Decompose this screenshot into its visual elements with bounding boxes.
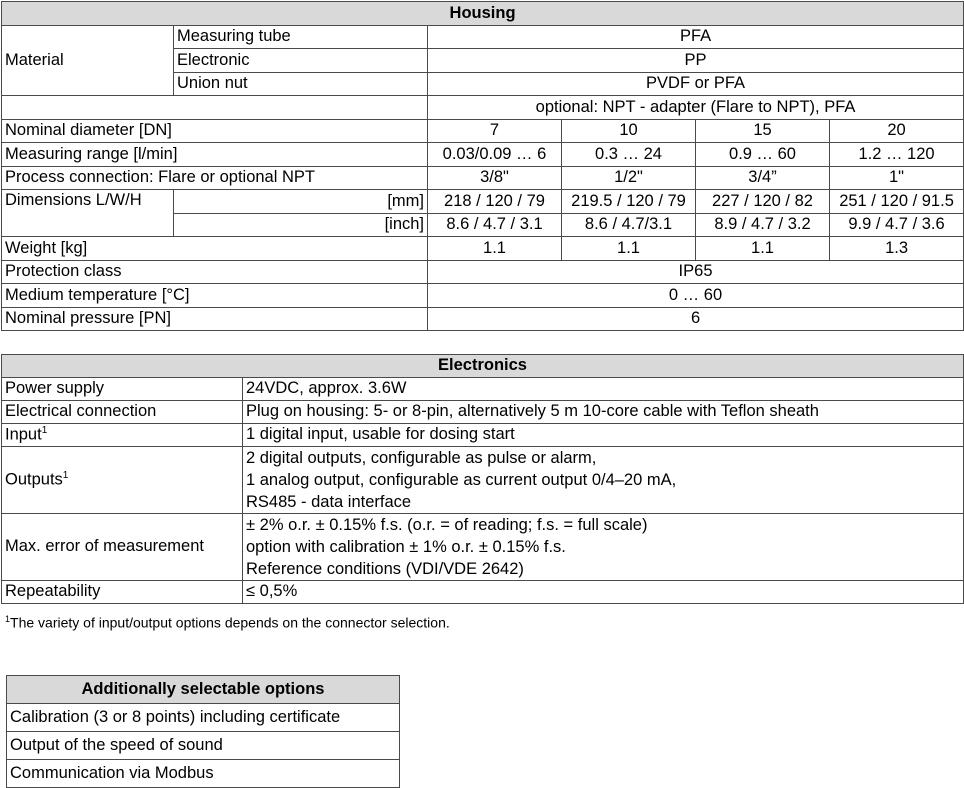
empty-cell: [2, 96, 428, 120]
dimensions-inch-value: 9.9 / 4.7 / 3.6: [830, 213, 964, 237]
dimensions-inch-value: 8.6 / 4.7 / 3.1: [428, 213, 562, 237]
process-connection-value: 1": [830, 166, 964, 190]
outputs-value: [243, 447, 964, 514]
outputs-line: 1 analog output, configurable as current output 0/4–20 mA,: [246, 471, 677, 489]
repeatability-value: ≤ 0,5%: [243, 581, 964, 604]
options-table: [6, 675, 400, 788]
protection-class-value: IP65: [428, 260, 964, 284]
nominal-diameter-label: Nominal diameter [DN]: [2, 119, 428, 143]
outputs-label-text: Outputs: [5, 470, 63, 489]
option-item: Calibration (3 or 8 points) including certificate: [7, 704, 400, 732]
dimensions-mm-value: 218 / 120 / 79: [428, 190, 562, 214]
electronic-label: Electronic: [174, 49, 428, 73]
electronic-value: PP: [428, 49, 964, 73]
measuring-range-label: Measuring range [l/min]: [2, 143, 428, 167]
nominal-pressure-value: 6: [428, 307, 964, 331]
footnote-text: The variety of input/output options depends on the connector selection.: [10, 614, 450, 631]
weight-value: 1.3: [830, 237, 964, 261]
union-nut-label: Union nut: [174, 72, 428, 96]
medium-temperature-label: Medium temperature [°C]: [2, 284, 428, 308]
input-label-text: Input: [5, 425, 42, 444]
nominal-diameter-value: 10: [562, 119, 696, 143]
max-error-label: Max. error of measurement: [2, 514, 243, 581]
protection-class-label: Protection class: [2, 260, 428, 284]
outputs-line: RS485 - data interface: [246, 493, 412, 511]
max-error-value: [243, 514, 964, 581]
outputs-line: 2 digital outputs, configurable as pulse or alarm,: [246, 449, 597, 467]
footnote-mark: 1: [5, 614, 11, 624]
weight-label: Weight [kg]: [2, 237, 428, 261]
dimensions-mm-value: 251 / 120 / 91.5: [830, 190, 964, 214]
process-connection-value: 3/4”: [696, 166, 830, 190]
optional-note: optional: NPT - adapter (Flare to NPT), PFA: [428, 96, 964, 120]
weight-value: 1.1: [696, 237, 830, 261]
material-label: Material: [2, 25, 174, 96]
measuring-tube-label: Measuring tube: [174, 25, 428, 49]
measuring-range-value: 0.03/0.09 … 6: [428, 143, 562, 167]
power-supply-label: Power supply: [2, 378, 243, 401]
weight-value: 1.1: [562, 237, 696, 261]
measuring-range-value: 1.2 … 120: [830, 143, 964, 167]
input-label: [2, 424, 243, 447]
nominal-diameter-value: 7: [428, 119, 562, 143]
electronics-title: Electronics: [2, 355, 964, 378]
weight-value: 1.1: [428, 237, 562, 261]
housing-title: Housing: [2, 2, 964, 26]
electronics-table: [1, 354, 964, 604]
max-error-line: option with calibration ± 1% o.r. ± 0.15% f.s.: [246, 538, 566, 556]
outputs-footnote-mark: 1: [62, 470, 69, 482]
process-connection-value: 1/2": [562, 166, 696, 190]
max-error-line: ± 2% o.r. ± 0.15% f.s. (o.r. = of reading; f.s. = full scale): [246, 516, 648, 534]
option-item: Output of the speed of sound: [7, 732, 400, 760]
dimensions-mm-value: 219.5 / 120 / 79: [562, 190, 696, 214]
nominal-diameter-value: 15: [696, 119, 830, 143]
options-title: Additionally selectable options: [7, 676, 400, 704]
medium-temperature-value: 0 … 60: [428, 284, 964, 308]
dimensions-inch-value: 8.6 / 4.7/3.1: [562, 213, 696, 237]
nominal-diameter-value: 20: [830, 119, 964, 143]
union-nut-value: PVDF or PFA: [428, 72, 964, 96]
housing-table: [1, 1, 964, 331]
mm-unit: [mm]: [174, 190, 428, 214]
footnote: [5, 614, 450, 631]
measuring-range-value: 0.9 … 60: [696, 143, 830, 167]
measuring-tube-value: PFA: [428, 25, 964, 49]
input-footnote-mark: 1: [41, 425, 48, 437]
option-item: Communication via Modbus: [7, 760, 400, 788]
process-connection-label: Process connection: Flare or optional NPT: [2, 166, 428, 190]
nominal-pressure-label: Nominal pressure [PN]: [2, 307, 428, 331]
power-supply-value: 24VDC, approx. 3.6W: [243, 378, 964, 401]
max-error-line: Reference conditions (VDI/VDE 2642): [246, 560, 524, 578]
repeatability-label: Repeatability: [2, 581, 243, 604]
electrical-connection-label: Electrical connection: [2, 401, 243, 424]
dimensions-mm-value: 227 / 120 / 82: [696, 190, 830, 214]
dimensions-label: Dimensions L/W/H: [2, 190, 174, 237]
electrical-connection-value: Plug on housing: 5- or 8-pin, alternatively 5 m 10-core cable with Teflon sheath: [243, 401, 964, 424]
process-connection-value: 3/8": [428, 166, 562, 190]
dimensions-inch-value: 8.9 / 4.7 / 3.2: [696, 213, 830, 237]
input-value: 1 digital input, usable for dosing start: [243, 424, 964, 447]
measuring-range-value: 0.3 … 24: [562, 143, 696, 167]
inch-unit: [inch]: [174, 213, 428, 237]
outputs-label: [2, 447, 243, 514]
